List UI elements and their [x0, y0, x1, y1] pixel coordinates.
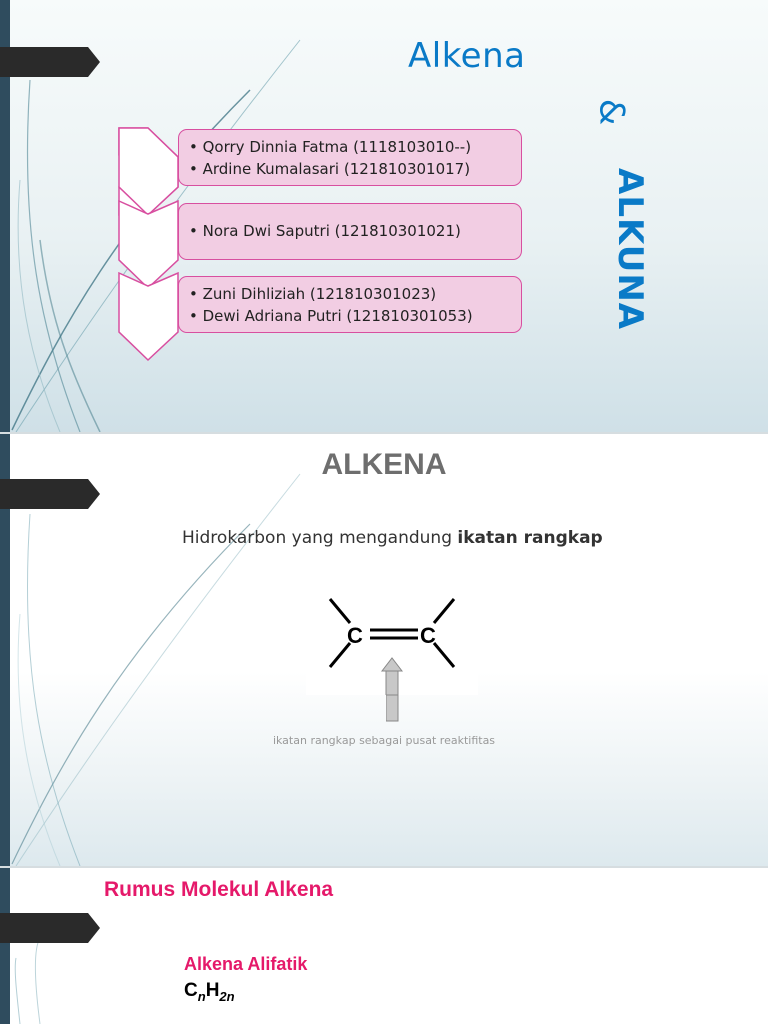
- slide-tab: [0, 479, 100, 509]
- bond-line: [434, 599, 454, 623]
- slide-tab: [0, 913, 100, 943]
- arrow-up-icon: [382, 658, 402, 671]
- slide-title-alkena: Alkena: [408, 36, 526, 76]
- ampersand: &: [591, 98, 632, 126]
- member-name: • Nora Dwi Saputri (121810301021): [189, 220, 511, 242]
- slide-3: [0, 868, 768, 1024]
- slide-tab: [0, 47, 100, 77]
- slide-2: [0, 434, 768, 866]
- member-group-1: [178, 129, 522, 186]
- slide-title-alkuna: ALKUNA: [610, 168, 650, 331]
- formula-subscript-n: n: [197, 988, 206, 1004]
- slide-title: ALKENA: [321, 448, 447, 481]
- definition-prefix: Hidrokarbon yang mengandung: [182, 528, 458, 548]
- atom-carbon-left: C: [347, 623, 363, 648]
- member-name: • Zuni Dihliziah (121810301023): [189, 283, 511, 305]
- arrow-shaft: [386, 695, 400, 723]
- bond-line: [330, 599, 350, 623]
- chevron-arrow-icon: [118, 272, 180, 362]
- definition-bold: ikatan rangkap: [457, 528, 603, 548]
- member-name: • Dewi Adriana Putri (121810301053): [189, 305, 511, 327]
- formula-c: C: [184, 980, 198, 1001]
- section-subtitle: Alkena Alifatik: [184, 954, 308, 974]
- molecular-formula: [184, 980, 235, 1004]
- member-name: • Qorry Dinnia Fatma (1118103010--): [189, 136, 511, 158]
- formula-h: H: [205, 980, 220, 1001]
- member-group-2: [178, 203, 522, 260]
- atom-carbon-right: C: [420, 623, 436, 648]
- diagram-caption: ikatan rangkap sebagai pusat reaktifitas: [272, 734, 496, 747]
- member-group-3: [178, 276, 522, 333]
- slide-1: [0, 0, 768, 432]
- bond-line: [434, 643, 454, 667]
- formula-subscript-2n: 2n: [219, 988, 235, 1004]
- alkene-structure-diagram: [306, 591, 478, 695]
- definition-text: [182, 528, 603, 548]
- slide-title: Rumus Molekul Alkena: [104, 878, 334, 901]
- member-name: • Ardine Kumalasari (121810301017): [189, 158, 511, 180]
